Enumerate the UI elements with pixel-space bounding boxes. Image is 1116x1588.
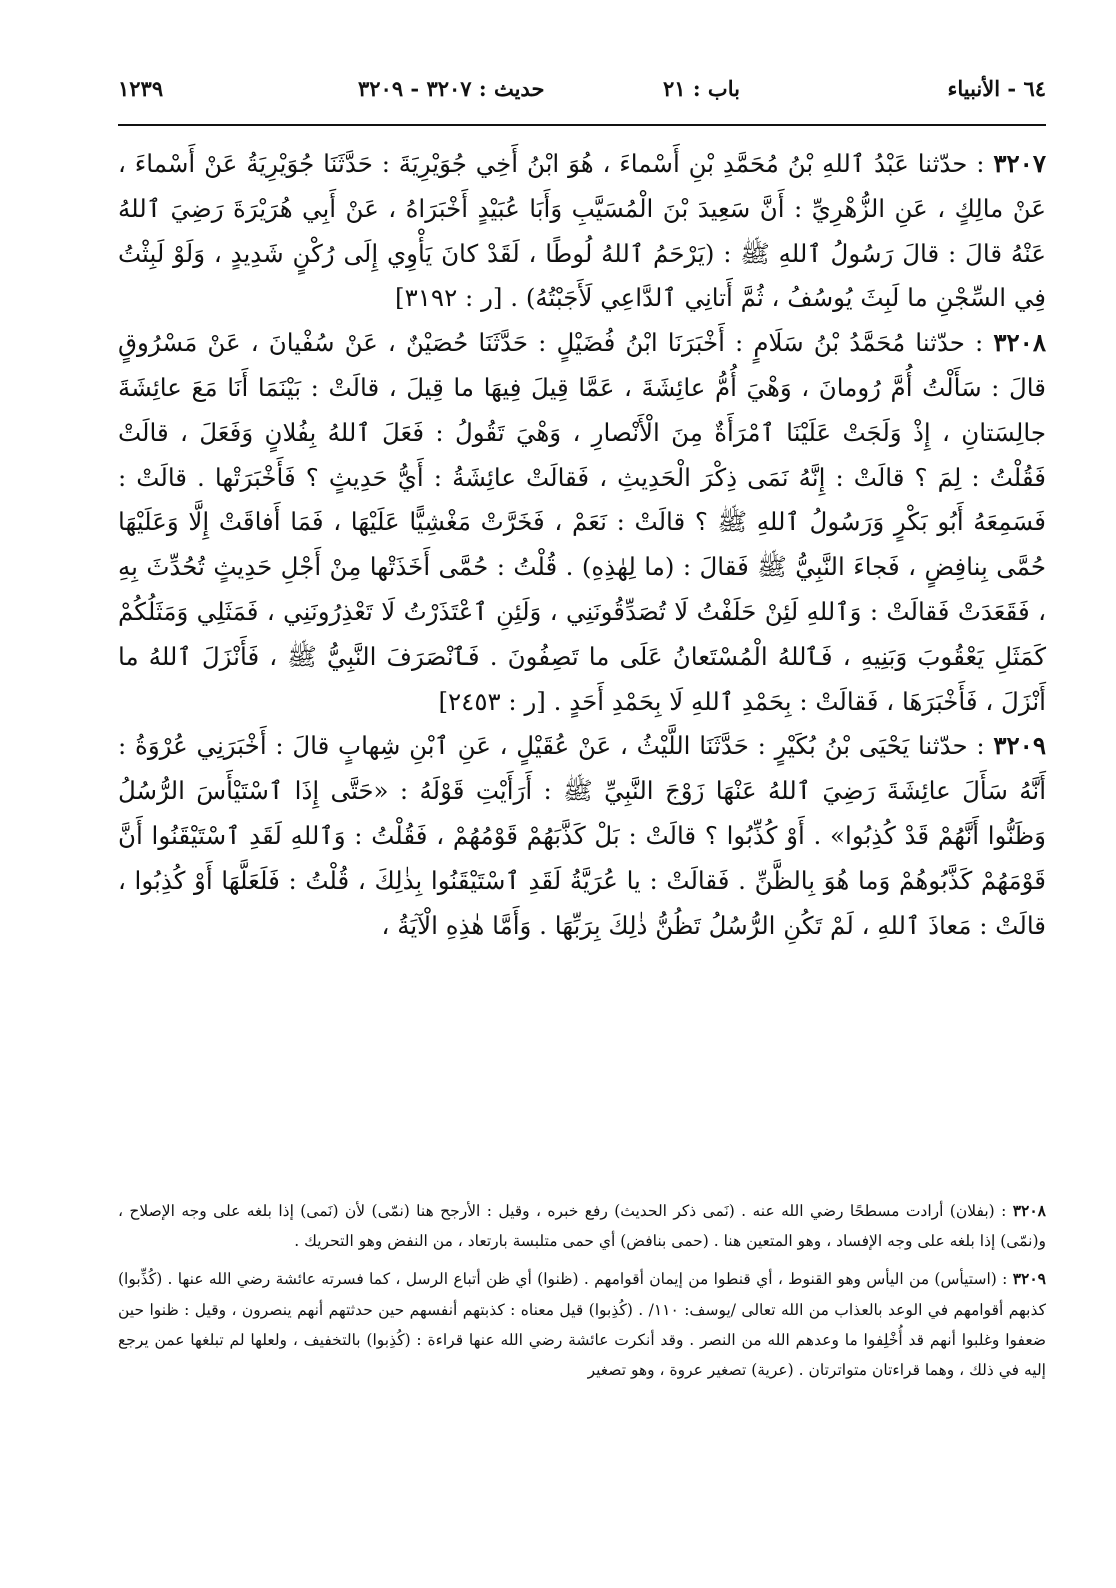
chapter-number: باب : ٢١: [663, 76, 740, 101]
page-number: ١٢٣٩: [118, 76, 164, 101]
hadith-paragraph: [118, 142, 1046, 321]
footnote-number: ٣٢٠٨: [1012, 1201, 1046, 1220]
hadith-text: : حدّثنا مُحَمَّدُ بْنُ سَلَامٍ : أَخْبَرَنَا ابْنُ فُضَيْلٍ : حَدَّثَنَا حُصَيْنٌ ، عَنْ سُفْيانَ ، عَنْ مَسْرُوقٍ قالَ : سَأَلْتُ أُمَّ رُومانَ ، وَهْيَ أُمُّ عائِشَةَ ، عَمَّا قِيلَ فِيهَا ما قِيلَ ، قالَتْ : بَيْنَمَا أَنَا مَعَ عائِشَةَ جالِسَتانِ ، إِذْ وَلَجَتْ عَلَيْنَا ٱمْرَأَةٌ مِنَ الْأَنْصارِ ، وَهْيَ تَقُولُ : فَعَلَ ٱللهُ بِفُلانٍ وَفَعَلَ ، قالَتْ فَقُلْتُ : لِمَ ؟ قالَتْ : إِنَّهُ نَمَى ذِكْرَ الْحَدِيثِ ، فَقالَتْ عائِشَةُ : أَيُّ حَدِيثٍ ؟ فَأَخْبَرَتْها . قالَتْ : فَسَمِعَهُ أَبُو بَكْرٍ وَرَسُولُ ٱللهِ ﷺ ؟ قالَتْ : نَعَمْ ، فَخَرَّتْ مَغْشِيًّا عَلَيْهَا ، فَمَا أَفاقَتْ إِلَّا وَعَلَيْهَا حُمَّى بِنافِضٍ ، فَجاءَ النَّبِيُّ ﷺ فَقالَ : (ما لِهٰذِهِ) . قُلْتُ : حُمَّى أَخَذَتْها مِنْ أَجْلِ حَدِيثٍ تُحُدِّثَ بِهِ ، فَقَعَدَتْ فَقالَتْ : وَٱللهِ لَئِنْ حَلَفْتُ لَا تُصَدِّقُونَنِي ، وَلَئِنِ ٱعْتَذَرْتُ لَا تَعْذِرُونَنِي ، فَمَثَلِي وَمَثَلُكُمْ كَمَثَلِ يَعْقُوبَ وَبَنِيهِ ، فَٱللهُ الْمُسْتَعانُ عَلَى ما تَصِفُونَ . فَٱنْصَرَفَ النَّبِيُّ ﷺ ، فَأَنْزَلَ ٱللهُ ما أَنْزَلَ ، فَأَخْبَرَهَا ، فَقالَتْ : بِحَمْدِ ٱللهِ لَا بِحَمْدِ أَحَدٍ . [ر : ٢٤٥٣]: [118, 328, 1046, 716]
hadith-text-body: [118, 142, 1046, 948]
hadith-number: ٣٢٠٩: [993, 731, 1046, 761]
book-title: ٦٤ - الأنبياء: [947, 76, 1046, 101]
page-header: [118, 76, 1046, 116]
footnote: [118, 1196, 1046, 1256]
header-divider: [118, 124, 1046, 126]
hadith-number: ٣٢٠٧: [993, 149, 1046, 178]
hadith-paragraph: [118, 321, 1046, 724]
footnote-number: ٣٢٠٩: [1012, 1269, 1046, 1289]
hadith-text: : حدّثنا يَحْيَى بْنُ بُكَيْرٍ : حَدَّثَنَا اللَّيْثُ ، عَنْ عُقَيْلٍ ، عَنِ ٱبْنِ شِهابٍ قالَ : أَخْبَرَنِي عُرْوَةُ : أَنَّهُ سَأَلَ عائِشَةَ رَضِيَ ٱللهُ عَنْهَا زَوْجَ النَّبِيِّ ﷺ : أَرَأَيْتِ قَوْلَهُ : «حَتَّى إِذَا ٱسْتَيْأَسَ الرُّسُلُ وَظَنُّوا أَنَّهُمْ قَدْ كُذِبُوا» . أَوْ كُذِّبُوا ؟ قالَتْ : بَلْ كَذَّبَهُمْ قَوْمُهُمْ ، فَقُلْتُ : وَٱللهِ لَقَدِ ٱسْتَيْقَنُوا أَنَّ قَوْمَهُمْ كَذَّبُوهُمْ وَما هُوَ بِالظَّنِّ . فَقالَتْ : يا عُرَيَّةُ لَقَدِ ٱسْتَيْقَنُوا بِذٰلِكَ ، قُلْتُ : فَلَعَلَّهَا أَوْ كُذِبُوا ، قالَتْ : مَعاذَ ٱللهِ ، لَمْ تَكُنِ الرُّسُلُ تَظُنُّ ذٰلِكَ بِرَبِّهَا . وَأَمَّا هٰذِهِ الْآيَةُ ،: [118, 731, 1046, 940]
footnote-text: : (بفلان) أرادت مسطحًا رضي الله عنه . (نَمى ذكر الحديث) رفع خبره ، وقيل : الأرجح هنا (نمّى) لأن (نَمى) إذا بلغه على وجه الإصلاح ، و(نمّى) إذا بلغه على وجه الإفساد ، وهو المتعين هنا . (حمى بنافض) أي حمى متلبسة بارتعاد ، من النفض وهو التحريك .: [118, 1202, 1046, 1251]
footnote-text: : (استيأس) من اليأس وهو القنوط ، أي قنطوا من إيمان أقوامهم . (ظنوا) أي ظن أتباع الرسل ، كما فسرته عائشة رضي الله عنها . (كُذِّبوا) كذبهم أقوامهم في الوعد بالعذاب من الله تعالى /يوسف: ١١٠/ . (كُذِبوا) قيل معناه : كذبتهم أنفسهم حين حدثتهم أنهم ينصرون ، وقيل : ظنوا حين ضعفوا وغلبوا أنهم قد أُخْلِفوا ما وعدهم الله من النصر . وقد أنكرت عائشة رضي الله عنها قراءة : (كُذِبوا) بالتخفيف ، ولعلها لم تبلغها عمن يرجع إليه في ذلك ، وهما قراءتان متواترتان . (عرية) تصغير عروة ، وهو تصغير: [118, 1270, 1046, 1380]
hadith-range: حديث : ٣٢٠٧ - ٣٢٠٩: [358, 76, 545, 101]
hadith-number: ٣٢٠٨: [993, 328, 1046, 358]
hadith-text: : حدّثنا عَبْدُ ٱللهِ بْنُ مُحَمَّدِ بْنِ أَسْماءَ ، هُوَ ابْنُ أَخِي جُوَيْرِيَةَ : حَدَّثَنَا جُوَيْرِيَةُ عَنْ أَسْماءَ ، عَنْ مالِكٍ ، عَنِ الزُّهْرِيِّ : أَنَّ سَعِيدَ بْنَ الْمُسَيَّبِ وَأَبَا عُبَيْدٍ أَخْبَرَاهُ ، عَنْ أَبِي هُرَيْرَةَ رَضِيَ ٱللهُ عَنْهُ قالَ : قالَ رَسُولُ ٱللهِ ﷺ : (يَرْحَمُ ٱللهُ لُوطًا ، لَقَدْ كانَ يَأْوِي إِلَى رُكْنٍ شَدِيدٍ ، وَلَوْ لَبِثْتُ فِي السِّجْنِ ما لَبِثَ يُوسُفُ ، ثُمَّ أَتانِي ٱلدَّاعِي لَأَجَبْتُهُ) . [ر : ٣١٩٢]: [118, 149, 1046, 313]
hadith-paragraph: [118, 724, 1046, 948]
footnotes: [118, 1196, 1046, 1385]
footnote: [118, 1264, 1046, 1385]
